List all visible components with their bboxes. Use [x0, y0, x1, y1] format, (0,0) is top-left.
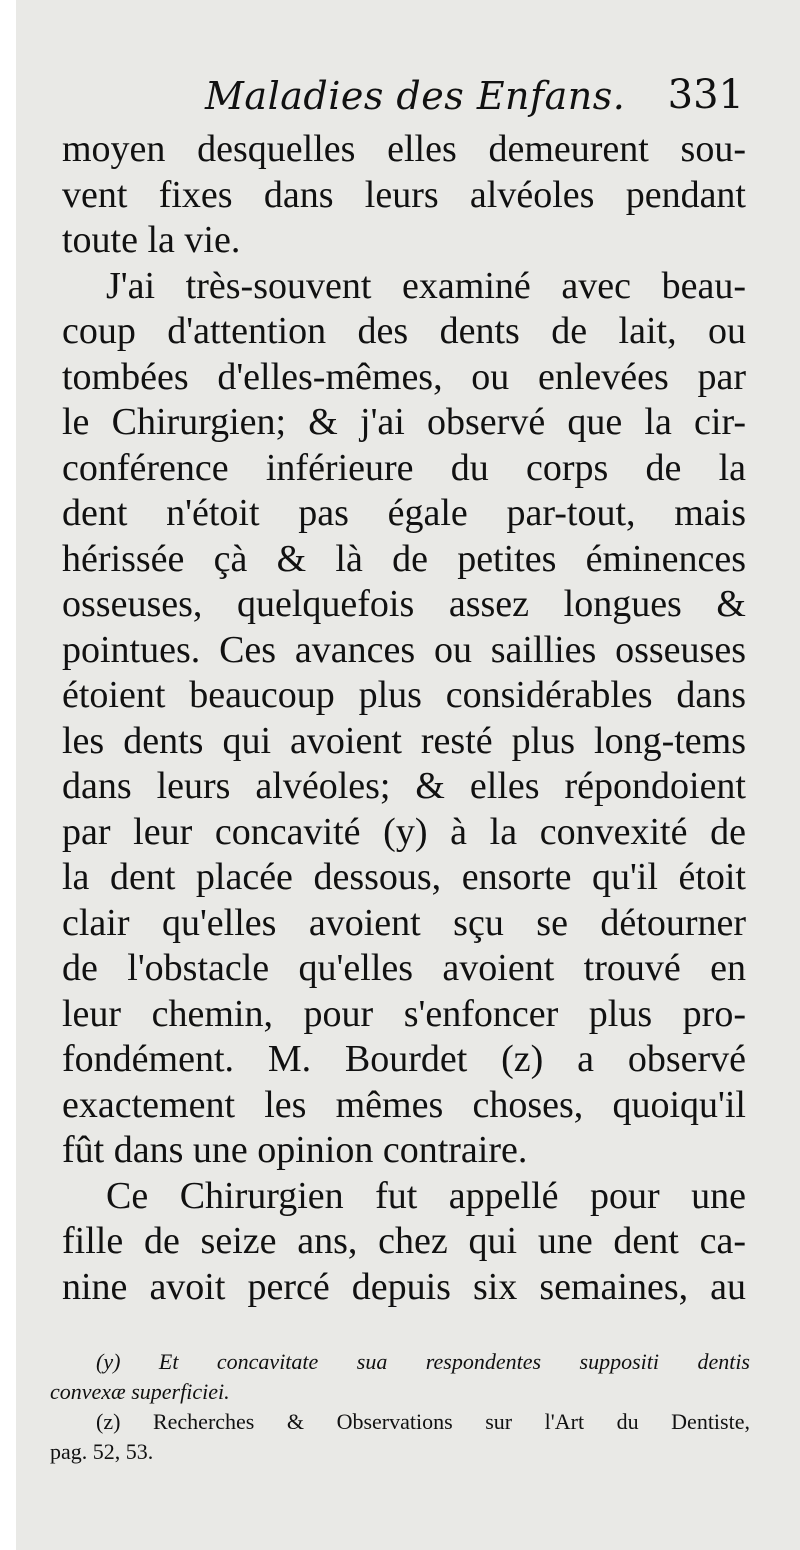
footnote-line: (z) Recherches & Observations sur l'Art du Dentiste, — [96, 1409, 750, 1434]
text-line: tombées d'elles-mêmes, ou enlevées par — [62, 355, 746, 398]
text-line: fût dans une opinion contraire. — [62, 1129, 528, 1171]
text-line: étoient beaucoup plus considérables dans — [62, 674, 746, 716]
text-line: clair qu'elles avoient sçu se détourner — [62, 901, 746, 944]
text-line: fondément. M. Bourdet (z) a observé — [62, 1038, 746, 1080]
footnotes — [50, 1347, 750, 1467]
running-title: Maladies des Enfans. — [205, 74, 626, 118]
text-line: Ce Chirurgien fut appellé pour une — [106, 1174, 746, 1217]
text-line: exactement les mêmes choses, quoiqu'il — [62, 1083, 746, 1126]
text-line: le Chirurgien; & j'ai observé que la cir- — [62, 401, 746, 443]
text-line: conférence inférieure du corps de la — [62, 446, 746, 489]
text-line: moyen desquelles elles demeurent sou- — [62, 128, 746, 170]
text-line: J'ai très-souvent examiné avec beau- — [106, 264, 746, 307]
page-number: 331 — [667, 72, 744, 118]
footnote-line: (y) Et concavitate sua respondentes suppositi dentis — [96, 1349, 750, 1374]
text-line: hérissée çà & là de petites éminences — [62, 537, 746, 580]
text-line: nine avoit percé depuis six semaines, au — [62, 1265, 746, 1308]
text-line: coup d'attention des dents de lait, ou — [62, 310, 746, 352]
text-line: toute la vie. — [62, 219, 241, 261]
text-line: vent fixes dans leurs alvéoles pendant — [62, 173, 746, 216]
text-line: la dent placée dessous, ensorte qu'il étoit — [62, 856, 746, 898]
main-text — [62, 127, 746, 1310]
footnote-line: pag. 52, 53. — [50, 1439, 154, 1464]
text-line: dent n'étoit pas égale par-tout, mais — [62, 492, 746, 534]
text-line: par leur concavité (y) à la convexité de — [62, 810, 746, 853]
text-line: leur chemin, pour s'enfoncer plus pro- — [62, 992, 746, 1035]
text-line: fille de seize ans, chez qui une dent ca- — [62, 1220, 746, 1262]
text-line: pointues. Ces avances ou saillies osseuses — [62, 628, 746, 671]
page-header — [60, 72, 750, 128]
text-line: osseuses, quelquefois assez longues & — [62, 583, 746, 625]
text-line: dans leurs alvéoles; & elles répondoient — [62, 765, 746, 807]
footnote-line: convexæ superficiei. — [50, 1379, 230, 1404]
page-left-edge — [0, 0, 16, 1550]
text-line: de l'obstacle qu'elles avoient trouvé en — [62, 947, 746, 989]
text-line: les dents qui avoient resté plus long-tems — [62, 719, 746, 762]
